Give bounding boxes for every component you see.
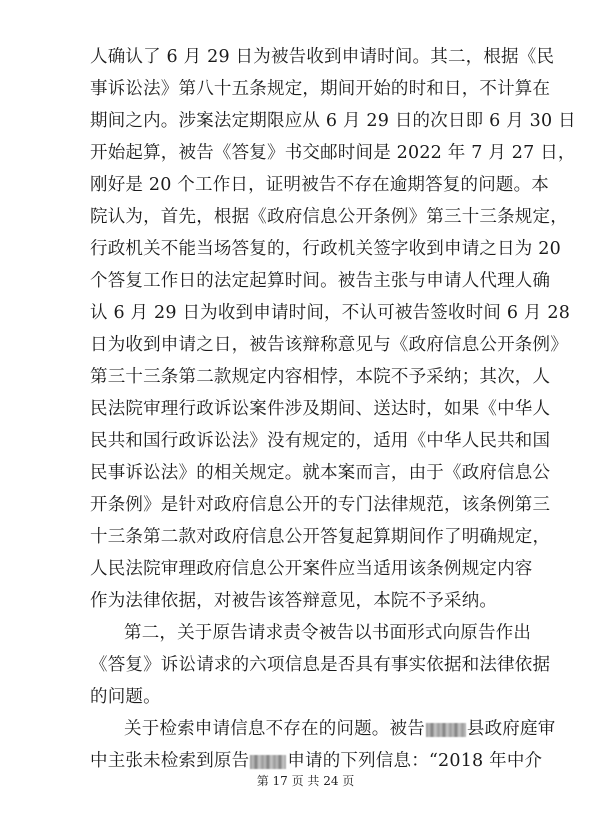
text-line: 认 6 月 29 日为收到申请时间，不认可被告签收时间 6 月 28 bbox=[90, 303, 571, 323]
text-line: 作为法律依据，对被告该答辩意见，本院不予采纳。 bbox=[90, 591, 498, 611]
text-line: 民共和国行政诉讼法》没有规定的，适用《中华人民共和国 bbox=[90, 431, 551, 451]
paragraph-3-line bbox=[124, 713, 556, 745]
paragraph-2-line: 《答复》诉讼请求的六项信息是否具有事实依据和法律依据 bbox=[90, 655, 551, 675]
text-line: 事诉讼法》第八十五条规定，期间开始的时和日，不计算在 bbox=[90, 79, 551, 99]
text-line: 开条例》是针对政府信息公开的专门法律规范，该条例第三 bbox=[90, 495, 551, 515]
text-line: 院认为，首先，根据《政府信息公开条例》第三十三条规定， bbox=[90, 207, 568, 227]
paragraph-3-line bbox=[90, 745, 543, 777]
text-line: 民事诉讼法》的相关规定。就本案而言，由于《政府信息公 bbox=[90, 463, 551, 483]
text-segment: 关于检索申请信息不存在的问题。被告 bbox=[124, 719, 425, 739]
text-line: 开始起算，被告《答复》书交邮时间是 2022 年 7 月 27 日， bbox=[90, 143, 576, 163]
paragraph-2-line: 第二，关于原告请求责令被告以书面形式向原告作出 bbox=[124, 623, 532, 643]
text-line: 期间之内。涉案法定期限应从 6 月 29 日的次日即 6 月 30 日 bbox=[90, 111, 576, 131]
text-line: 刚好是 20 个工作日，证明被告不存在逾期答复的问题。本 bbox=[90, 175, 549, 195]
text-line: 人确认了 6 月 29 日为被告收到申请时间。其二，根据《民 bbox=[90, 47, 555, 67]
text-segment: 县政府庭审 bbox=[466, 719, 556, 739]
page-footer: 第 17 页 共 24 页 bbox=[256, 774, 355, 788]
text-line: 个答复工作日的法定起算时间。被告主张与申请人代理人确 bbox=[90, 271, 551, 291]
text-segment: 申请的下列信息：“2018 年中介 bbox=[287, 751, 543, 771]
redaction-mark bbox=[426, 723, 466, 737]
paragraph-2-line: 的问题。 bbox=[90, 687, 161, 707]
text-line: 行政机关不能当场答复的，行政机关签字收到申请之日为 20 bbox=[90, 239, 561, 259]
text-line: 日为收到申请之日，被告该辩称意见与《政府信息公开条例》 bbox=[90, 335, 568, 355]
text-line: 十三条第二款对政府信息公开答复起算期间作了明确规定， bbox=[90, 527, 551, 547]
text-segment: 中主张未检索到原告 bbox=[90, 751, 250, 771]
text-line: 人民法院审理政府信息公开案件应当适用该条例规定内容 bbox=[90, 559, 533, 579]
text-line: 民法院审理行政诉讼案件涉及期间、送达时，如果《中华人 bbox=[90, 399, 551, 419]
redaction-mark bbox=[250, 755, 286, 769]
text-line: 第三十三条第二款规定内容相悖，本院不予采纳；其次，人 bbox=[90, 367, 551, 387]
